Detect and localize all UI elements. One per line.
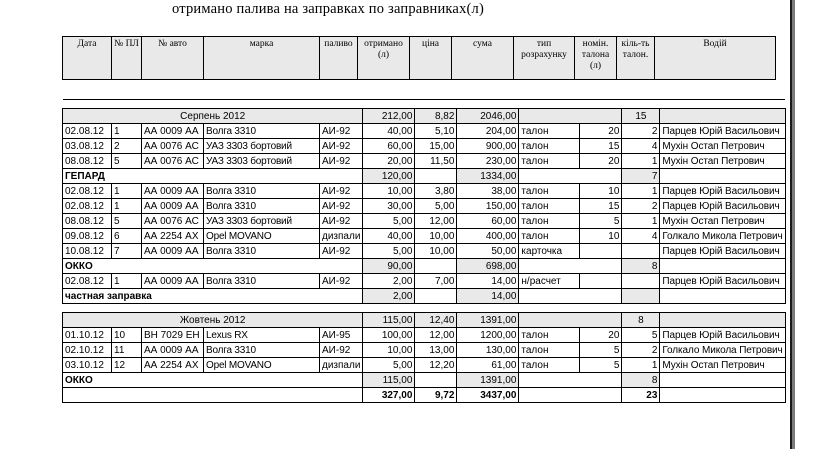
- table-row: [63, 244, 786, 259]
- header-auto: № авто: [142, 37, 204, 80]
- nominal-cell: 5: [580, 214, 622, 229]
- spacer-cell: [63, 304, 786, 313]
- grand-total-received: 327,00: [363, 388, 415, 403]
- received-cell: 5,00: [363, 214, 415, 229]
- auto-cell: АА 0009 АА: [142, 274, 204, 289]
- fuel-cell: АИ-95: [320, 328, 363, 343]
- subtotal-blank: [519, 289, 622, 304]
- received-cell: 2,00: [363, 274, 415, 289]
- count-cell: 5: [622, 328, 660, 343]
- header-sum: сума: [452, 37, 514, 80]
- price-cell: 13,00: [415, 343, 457, 358]
- payment-type-cell: карточка: [519, 244, 580, 259]
- count-cell: [622, 274, 660, 289]
- auto-cell: АА 0009 АА: [142, 343, 204, 358]
- price-cell: 11,50: [415, 154, 457, 169]
- driver-cell: Мухін Остап Петрович: [660, 358, 785, 373]
- model-cell: УАЗ 3303 бортовий: [204, 214, 320, 229]
- pl-cell: 5: [112, 214, 142, 229]
- month-price: 12,40: [415, 313, 457, 328]
- received-cell: 20,00: [363, 154, 415, 169]
- fuel-cell: дизпали: [320, 358, 363, 373]
- payment-type-cell: талон: [519, 214, 580, 229]
- sum-cell: 1200,00: [457, 328, 519, 343]
- auto-cell: АА 0076 АС: [142, 139, 204, 154]
- count-cell: 4: [622, 229, 660, 244]
- station-name: ОККО: [63, 373, 363, 388]
- count-cell: 1: [622, 214, 660, 229]
- subtotal-price: [415, 289, 457, 304]
- payment-type-cell: талон: [519, 229, 580, 244]
- month-label: Жовтень 2012: [63, 313, 363, 328]
- table-row: [63, 229, 786, 244]
- price-cell: 10,00: [415, 244, 457, 259]
- nominal-cell: 10: [580, 229, 622, 244]
- subtotal-sum: 14,00: [457, 289, 519, 304]
- subtotal-price: [415, 169, 457, 184]
- subtotal-blank: [519, 259, 622, 274]
- grand-total-sum: 3437,00: [457, 388, 519, 403]
- table-row: [63, 124, 786, 139]
- pl-cell: 5: [112, 154, 142, 169]
- fuel-cell: АИ-92: [320, 274, 363, 289]
- month-blank: [519, 109, 622, 124]
- received-cell: 5,00: [363, 358, 415, 373]
- month-header-row: [63, 109, 786, 124]
- auto-cell: АА 0009 АА: [142, 184, 204, 199]
- table-row: [63, 343, 786, 358]
- auto-cell: АА 0076 АС: [142, 154, 204, 169]
- header-table: [62, 36, 776, 80]
- driver-cell: Голкало Микола Петрович: [660, 343, 785, 358]
- table-row: [63, 328, 786, 343]
- fuel-cell: АИ-92: [320, 139, 363, 154]
- date-cell: 08.08.12: [63, 154, 112, 169]
- header-model: марка: [204, 37, 320, 80]
- payment-type-cell: талон: [519, 328, 580, 343]
- received-cell: 40,00: [363, 124, 415, 139]
- model-cell: Opel MOVANO: [204, 358, 320, 373]
- header-date: Дата: [63, 37, 112, 80]
- model-cell: Волга 3310: [204, 274, 320, 289]
- subtotal-blank: [519, 373, 622, 388]
- price-cell: 12,00: [415, 328, 457, 343]
- grand-total-label: [63, 388, 363, 403]
- month-received: 115,00: [363, 313, 415, 328]
- pl-cell: 7: [112, 244, 142, 259]
- month-received: 212,00: [363, 109, 415, 124]
- fuel-cell: дизпали: [320, 229, 363, 244]
- received-cell: 5,00: [363, 244, 415, 259]
- station-subtotal-row: [63, 289, 786, 304]
- fuel-report-table: [62, 99, 786, 403]
- grand-total-price: 9,72: [415, 388, 457, 403]
- price-cell: 12,20: [415, 358, 457, 373]
- fuel-cell: АИ-92: [320, 124, 363, 139]
- month-blank-driver: [660, 313, 785, 328]
- sum-cell: 900,00: [457, 139, 519, 154]
- sum-cell: 50,00: [457, 244, 519, 259]
- driver-cell: Парцев Юрій Васильович: [660, 274, 785, 289]
- subtotal-sum: 698,00: [457, 259, 519, 274]
- nominal-cell: 15: [580, 139, 622, 154]
- fuel-cell: АИ-92: [320, 184, 363, 199]
- pl-cell: 1: [112, 199, 142, 214]
- header-row: [63, 37, 776, 80]
- header-pl: № ПЛ: [112, 37, 142, 80]
- driver-cell: Мухін Остап Петрович: [660, 154, 785, 169]
- price-cell: 3,80: [415, 184, 457, 199]
- received-cell: 10,00: [363, 343, 415, 358]
- payment-type-cell: талон: [519, 124, 580, 139]
- sum-cell: 38,00: [457, 184, 519, 199]
- model-cell: Волга 3310: [204, 199, 320, 214]
- driver-cell: Парцев Юрій Васильович: [660, 199, 785, 214]
- driver-cell: Мухін Остап Петрович: [660, 214, 785, 229]
- pl-cell: 10: [112, 328, 142, 343]
- model-cell: Волга 3310: [204, 124, 320, 139]
- nominal-cell: 20: [580, 328, 622, 343]
- driver-cell: Мухін Остап Петрович: [660, 139, 785, 154]
- subtotal-received: 120,00: [363, 169, 415, 184]
- payment-type-cell: н/расчет: [519, 274, 580, 289]
- price-cell: 5,00: [415, 199, 457, 214]
- subtotal-count: [622, 289, 660, 304]
- sum-cell: 230,00: [457, 154, 519, 169]
- spacer-row: [63, 100, 786, 109]
- nominal-cell: 5: [580, 343, 622, 358]
- auto-cell: АА 0076 АС: [142, 214, 204, 229]
- grand-total-count: 23: [622, 388, 660, 403]
- table-row: [63, 199, 786, 214]
- payment-type-cell: талон: [519, 139, 580, 154]
- nominal-cell: 10: [580, 184, 622, 199]
- date-cell: 02.10.12: [63, 343, 112, 358]
- sum-cell: 400,00: [457, 229, 519, 244]
- auto-cell: ВН 7029 ЕН: [142, 328, 204, 343]
- fuel-cell: АИ-92: [320, 244, 363, 259]
- date-cell: 02.08.12: [63, 274, 112, 289]
- price-cell: 12,00: [415, 214, 457, 229]
- driver-cell: Парцев Юрій Васильович: [660, 244, 785, 259]
- station-name: ОККО: [63, 259, 363, 274]
- table-row: [63, 139, 786, 154]
- date-cell: 09.08.12: [63, 229, 112, 244]
- header-payment-type: тип розрахунку: [514, 37, 575, 80]
- payment-type-cell: талон: [519, 154, 580, 169]
- count-cell: 2: [622, 124, 660, 139]
- payment-type-cell: талон: [519, 184, 580, 199]
- subtotal-blank-driver: [660, 373, 785, 388]
- subtotal-price: [415, 373, 457, 388]
- pl-cell: 1: [112, 274, 142, 289]
- sum-cell: 61,00: [457, 358, 519, 373]
- pl-cell: 1: [112, 184, 142, 199]
- sum-cell: 150,00: [457, 199, 519, 214]
- nominal-cell: [580, 244, 622, 259]
- received-cell: 40,00: [363, 229, 415, 244]
- pl-cell: 11: [112, 343, 142, 358]
- sum-cell: 130,00: [457, 343, 519, 358]
- nominal-cell: [580, 274, 622, 289]
- subtotal-count: 7: [622, 169, 660, 184]
- count-cell: [622, 244, 660, 259]
- date-cell: 02.08.12: [63, 199, 112, 214]
- pl-cell: 12: [112, 358, 142, 373]
- received-cell: 60,00: [363, 139, 415, 154]
- auto-cell: АА 0009 АА: [142, 199, 204, 214]
- nominal-cell: 15: [580, 199, 622, 214]
- header-received: отримано (л): [358, 37, 410, 80]
- date-cell: 03.08.12: [63, 139, 112, 154]
- month-count: 8: [622, 313, 660, 328]
- spacer-row: [63, 304, 786, 313]
- subtotal-received: 90,00: [363, 259, 415, 274]
- month-header-row: [63, 313, 786, 328]
- model-cell: УАЗ 3303 бортовий: [204, 139, 320, 154]
- count-cell: 1: [622, 184, 660, 199]
- date-cell: 02.08.12: [63, 124, 112, 139]
- subtotal-sum: 1334,00: [457, 169, 519, 184]
- driver-cell: Парцев Юрій Васильович: [660, 184, 785, 199]
- model-cell: Волга 3310: [204, 343, 320, 358]
- month-count: 15: [622, 109, 660, 124]
- count-cell: 4: [622, 139, 660, 154]
- nominal-cell: 5: [580, 358, 622, 373]
- month-price: 8,82: [415, 109, 457, 124]
- fuel-cell: АИ-92: [320, 343, 363, 358]
- header-count: кіль-ть талон.: [617, 37, 655, 80]
- subtotal-count: 8: [622, 259, 660, 274]
- price-cell: 10,00: [415, 229, 457, 244]
- subtotal-blank: [519, 169, 622, 184]
- page-edge: [790, 0, 813, 449]
- station-subtotal-row: [63, 169, 786, 184]
- pl-cell: 1: [112, 124, 142, 139]
- payment-type-cell: талон: [519, 199, 580, 214]
- date-cell: 02.08.12: [63, 184, 112, 199]
- price-cell: 5,10: [415, 124, 457, 139]
- month-blank: [519, 313, 622, 328]
- subtotal-sum: 1391,00: [457, 373, 519, 388]
- header-nominal: номін. талона (л): [575, 37, 617, 80]
- table-row: [63, 274, 786, 289]
- header-fuel: паливо: [320, 37, 358, 80]
- model-cell: Волга 3310: [204, 184, 320, 199]
- pl-cell: 2: [112, 139, 142, 154]
- grand-total-row: [63, 388, 786, 403]
- sum-cell: 14,00: [457, 274, 519, 289]
- model-cell: Opel MOVANO: [204, 229, 320, 244]
- table-row: [63, 184, 786, 199]
- received-cell: 100,00: [363, 328, 415, 343]
- nominal-cell: 20: [580, 154, 622, 169]
- payment-type-cell: талон: [519, 358, 580, 373]
- subtotal-price: [415, 259, 457, 274]
- received-cell: 10,00: [363, 184, 415, 199]
- header-price: ціна: [410, 37, 452, 80]
- auto-cell: АА 0009 АА: [142, 244, 204, 259]
- grand-total-blank: [519, 388, 622, 403]
- subtotal-count: 8: [622, 373, 660, 388]
- auto-cell: АА 2254 АХ: [142, 358, 204, 373]
- subtotal-blank-driver: [660, 259, 785, 274]
- spacer-cell: [63, 100, 786, 109]
- table-row: [63, 358, 786, 373]
- model-cell: Волга 3310: [204, 244, 320, 259]
- count-cell: 2: [622, 199, 660, 214]
- report-title: отримано палива на заправках по заправниках(л): [172, 1, 485, 17]
- subtotal-blank-driver: [660, 169, 785, 184]
- model-cell: УАЗ 3303 бортовий: [204, 154, 320, 169]
- auto-cell: АА 2254 АХ: [142, 229, 204, 244]
- price-cell: 15,00: [415, 139, 457, 154]
- payment-type-cell: талон: [519, 343, 580, 358]
- month-label: Серпень 2012: [63, 109, 363, 124]
- station-name: частная заправка: [63, 289, 363, 304]
- fuel-cell: АИ-92: [320, 199, 363, 214]
- driver-cell: Парцев Юрій Васильович: [660, 328, 785, 343]
- count-cell: 2: [622, 343, 660, 358]
- date-cell: 03.10.12: [63, 358, 112, 373]
- date-cell: 10.08.12: [63, 244, 112, 259]
- month-blank-driver: [660, 109, 785, 124]
- station-name: ГЕПАРД: [63, 169, 363, 184]
- pl-cell: 6: [112, 229, 142, 244]
- table-row: [63, 154, 786, 169]
- subtotal-blank-driver: [660, 289, 785, 304]
- month-sum: 1391,00: [457, 313, 519, 328]
- nominal-cell: 20: [580, 124, 622, 139]
- count-cell: 1: [622, 358, 660, 373]
- received-cell: 30,00: [363, 199, 415, 214]
- driver-cell: Парцев Юрій Васильович: [660, 124, 785, 139]
- subtotal-received: 2,00: [363, 289, 415, 304]
- fuel-cell: АИ-92: [320, 214, 363, 229]
- model-cell: Lexus RX: [204, 328, 320, 343]
- table-row: [63, 214, 786, 229]
- subtotal-received: 115,00: [363, 373, 415, 388]
- sum-cell: 204,00: [457, 124, 519, 139]
- grand-total-blank-driver: [660, 388, 785, 403]
- header-driver: Водій: [655, 37, 776, 80]
- fuel-cell: АИ-92: [320, 154, 363, 169]
- date-cell: 08.08.12: [63, 214, 112, 229]
- month-sum: 2046,00: [457, 109, 519, 124]
- auto-cell: АА 0009 АА: [142, 124, 204, 139]
- count-cell: 1: [622, 154, 660, 169]
- station-subtotal-row: [63, 259, 786, 274]
- sum-cell: 60,00: [457, 214, 519, 229]
- date-cell: 01.10.12: [63, 328, 112, 343]
- price-cell: 7,00: [415, 274, 457, 289]
- station-subtotal-row: [63, 373, 786, 388]
- driver-cell: Голкало Микола Петрович: [660, 229, 785, 244]
